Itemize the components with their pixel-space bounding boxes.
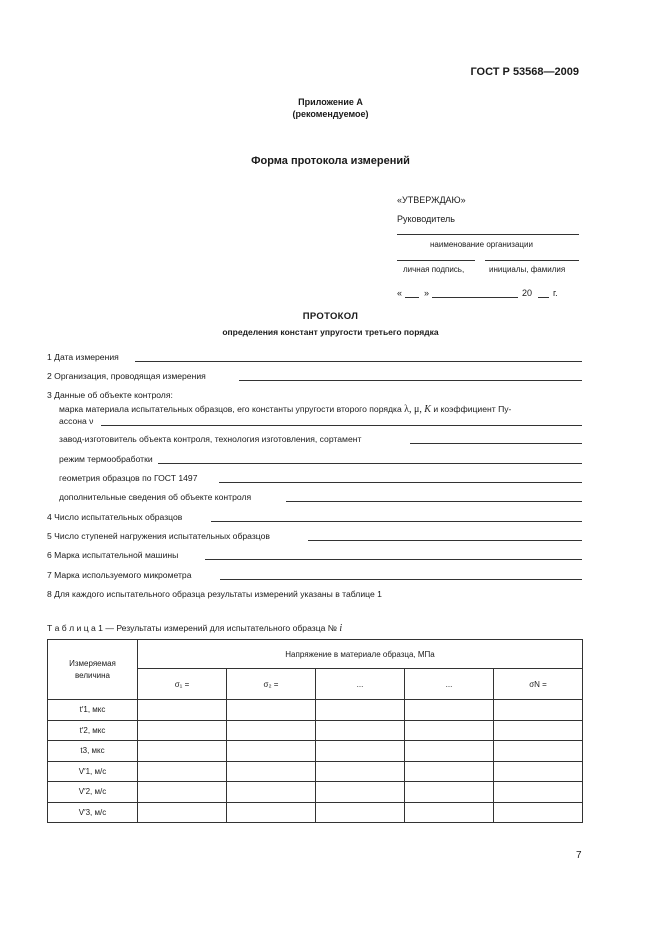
- manufacturer-field[interactable]: [410, 443, 582, 444]
- table-cell[interactable]: [227, 700, 316, 721]
- org-name-line[interactable]: [397, 234, 579, 235]
- org-name-caption: наименование организации: [430, 240, 533, 249]
- table-cell[interactable]: [405, 741, 494, 762]
- additional-info-field[interactable]: [286, 501, 582, 502]
- item-heat-treatment: режим термообработки: [59, 454, 153, 464]
- table-cell[interactable]: [405, 802, 494, 823]
- item-object-data: 3 Данные об объекте контроля:: [47, 390, 173, 400]
- table-cell[interactable]: [405, 761, 494, 782]
- table-cell[interactable]: [138, 761, 227, 782]
- sigma-2-header: σ₂ =: [227, 669, 316, 700]
- sample-count-field[interactable]: [211, 521, 582, 522]
- table-cell[interactable]: [227, 720, 316, 741]
- k-symbol: K: [424, 404, 431, 415]
- form-title: Форма протокола измерений: [251, 155, 410, 167]
- table-cell[interactable]: [494, 802, 583, 823]
- table-cell[interactable]: [138, 720, 227, 741]
- table-cell[interactable]: [405, 720, 494, 741]
- table-cell[interactable]: [227, 802, 316, 823]
- table-cell[interactable]: [316, 720, 405, 741]
- heat-treatment-field[interactable]: [158, 463, 582, 464]
- standard-number: ГОСТ Р 53568—2009: [470, 66, 579, 78]
- table-cell[interactable]: [494, 782, 583, 803]
- table-row: [48, 720, 583, 741]
- row-label: t3, мкс: [48, 741, 138, 762]
- table-cell[interactable]: [227, 761, 316, 782]
- sigma-n-header: σN =: [494, 669, 583, 700]
- protocol-title: ПРОТОКОЛ: [302, 311, 359, 322]
- date-day-line[interactable]: [405, 297, 419, 298]
- head-label: Руководитель: [397, 214, 455, 224]
- table-header-row: [48, 640, 583, 669]
- table-cell[interactable]: [138, 782, 227, 803]
- poisson-text: и коэффициент Пу-: [433, 404, 512, 414]
- table-cell[interactable]: [316, 700, 405, 721]
- table-caption-text: Т а б л и ц а 1 — Результаты измерений для испытательного образца №: [47, 623, 337, 633]
- lame-mu-symbols: λ, μ,: [404, 404, 422, 415]
- micrometer-field[interactable]: [220, 579, 582, 580]
- sigma-ellipsis-header: ...: [405, 669, 494, 700]
- row-label: t′2, мкс: [48, 720, 138, 741]
- item-test-machine: 6 Марка испытательной машины: [47, 550, 179, 560]
- table-cell[interactable]: [494, 741, 583, 762]
- item-results-note: 8 Для каждого испытательного образца результаты измерений указаны в таблице 1: [47, 589, 382, 599]
- table-cell[interactable]: [494, 720, 583, 741]
- table-cell[interactable]: [138, 802, 227, 823]
- loading-steps-field[interactable]: [308, 540, 582, 541]
- date-year-suffix: г.: [553, 288, 558, 298]
- sample-index-symbol: i: [339, 623, 343, 634]
- test-machine-field[interactable]: [205, 559, 582, 560]
- material-grade-field[interactable]: [101, 425, 582, 426]
- full-name-line[interactable]: [485, 260, 579, 261]
- table-cell[interactable]: [405, 782, 494, 803]
- table-cell[interactable]: [316, 782, 405, 803]
- date-close-quote: »: [424, 288, 430, 298]
- table-row: [48, 741, 583, 762]
- sigma-ellipsis-header: ...: [316, 669, 405, 700]
- table-cell[interactable]: [405, 700, 494, 721]
- item-sample-geometry: геометрия образцов по ГОСТ 1497: [59, 473, 198, 483]
- table-row: [48, 761, 583, 782]
- table-cell[interactable]: [316, 802, 405, 823]
- item-loading-steps: 5 Число ступеней нагружения испытательных образцов: [47, 531, 270, 541]
- table-cell[interactable]: [227, 741, 316, 762]
- date-open-quote: «: [397, 288, 403, 298]
- row-label: V′1, м/с: [48, 761, 138, 782]
- signature-caption: личная подпись,: [403, 265, 465, 274]
- item-micrometer: 7 Марка используемого микрометра: [47, 570, 192, 580]
- table-cell[interactable]: [494, 761, 583, 782]
- table-row: [48, 700, 583, 721]
- page-number: 7: [576, 850, 582, 861]
- item-organization: 2 Организация, проводящая измерения: [47, 371, 206, 381]
- date-month-line[interactable]: [432, 297, 518, 298]
- row-label: t′1, мкс: [48, 700, 138, 721]
- row-label: V′3, м/с: [48, 802, 138, 823]
- material-grade-text: марка материала испытательных образцов, его константы упругости второго порядка: [59, 404, 402, 414]
- table-row: [48, 802, 583, 823]
- item-measurement-date: 1 Дата измерения: [47, 352, 119, 362]
- table-row: [48, 782, 583, 803]
- organization-field[interactable]: [239, 380, 582, 381]
- table-cell[interactable]: [316, 761, 405, 782]
- approve-label: «УТВЕРЖДАЮ»: [397, 195, 466, 205]
- table-cell[interactable]: [227, 782, 316, 803]
- item-poisson-ratio: ассона ν: [59, 416, 94, 426]
- protocol-subtitle: определения констант упругости третьего порядка: [222, 327, 439, 337]
- date-year-line[interactable]: [538, 297, 549, 298]
- appendix-subtitle: (рекомендуемое): [292, 109, 369, 119]
- item-additional-info: дополнительные сведения об объекте контроля: [59, 492, 252, 502]
- measured-quantity-header: Измеряемая величина: [48, 640, 138, 700]
- signature-line[interactable]: [397, 260, 475, 261]
- table-cell[interactable]: [138, 700, 227, 721]
- item-sample-count: 4 Число испытательных образцов: [47, 512, 183, 522]
- item-manufacturer: завод-изготовитель объекта контроля, технология изготовления, сортамент: [59, 434, 362, 444]
- measurement-date-field[interactable]: [135, 361, 582, 362]
- table-cell[interactable]: [494, 700, 583, 721]
- stress-group-header: Напряжение в материале образца, МПа: [138, 640, 583, 669]
- full-name-caption: инициалы, фамилия: [489, 265, 566, 274]
- table-cell[interactable]: [138, 741, 227, 762]
- appendix-title: Приложение А: [298, 97, 363, 107]
- results-table: [47, 639, 583, 823]
- sigma-1-header: σ₁ =: [138, 669, 227, 700]
- sample-geometry-field[interactable]: [219, 482, 582, 483]
- item-material-grade: [59, 404, 511, 415]
- table-caption: [47, 623, 342, 634]
- row-label: V′2, м/с: [48, 782, 138, 803]
- date-year-prefix: 20: [522, 288, 533, 298]
- table-cell[interactable]: [316, 741, 405, 762]
